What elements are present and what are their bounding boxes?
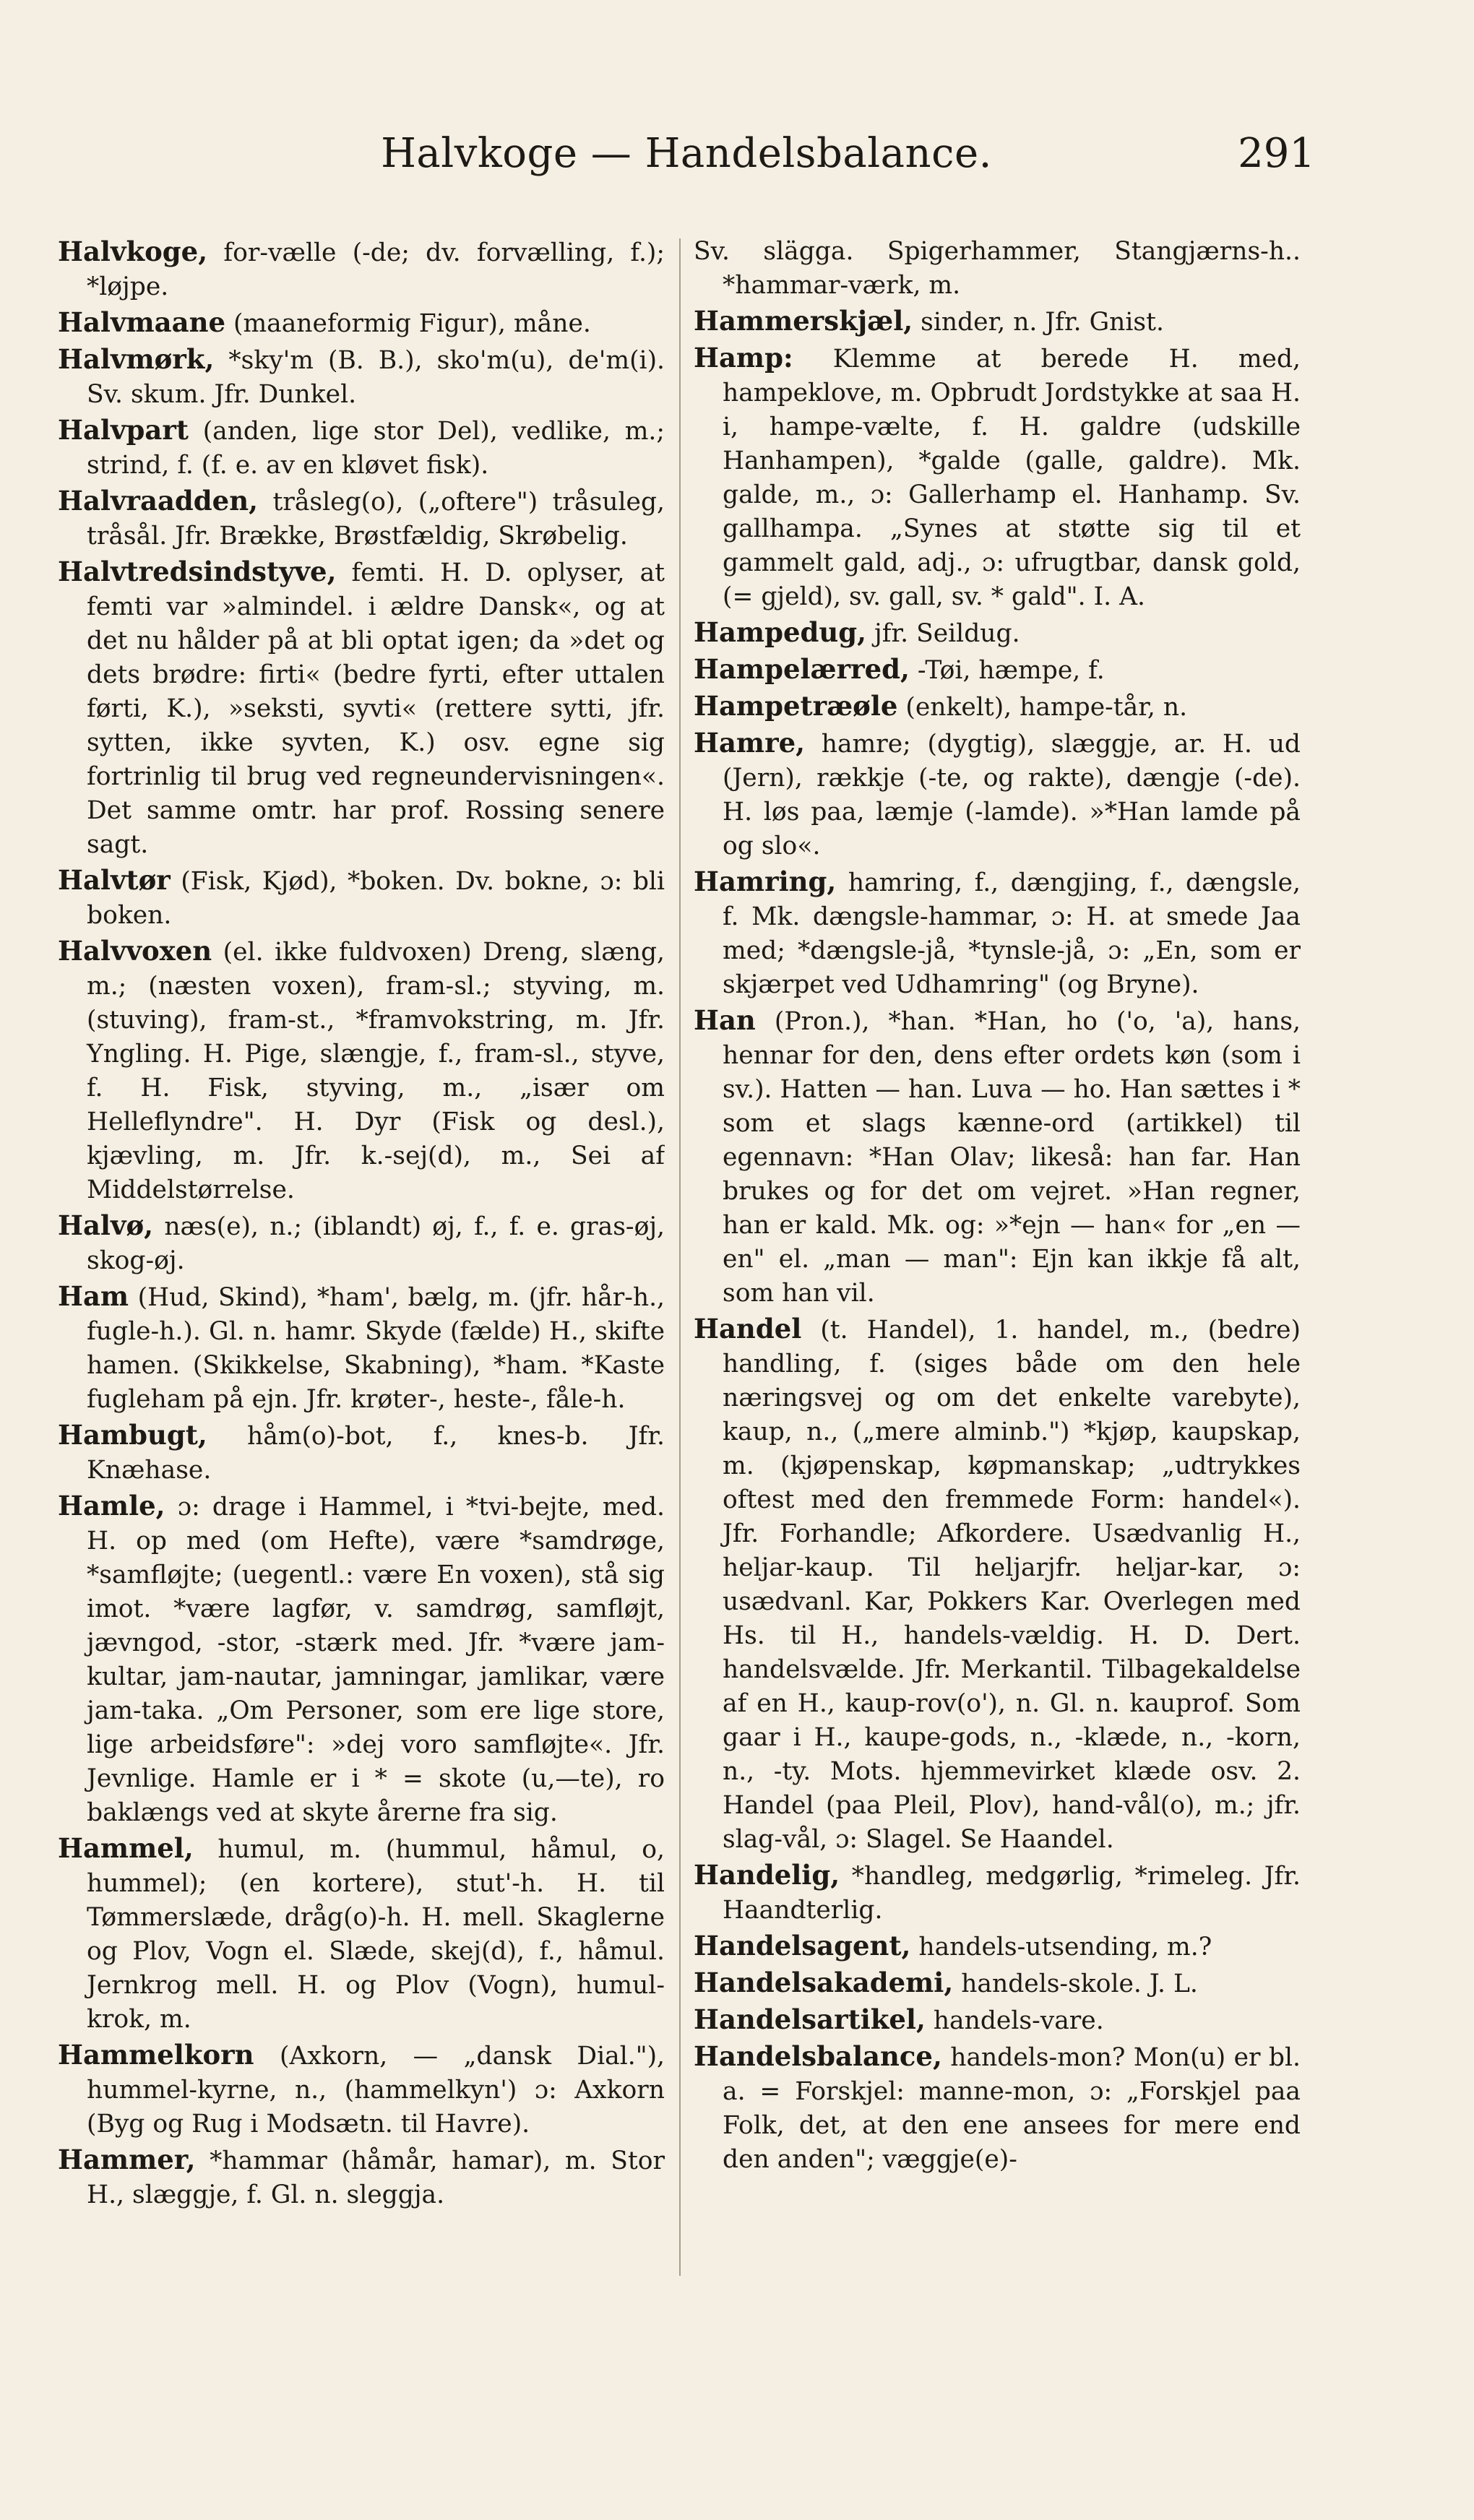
definition-text: *handleg, medgørlig, *rimeleg. Jfr. Haandterlig. — [723, 1862, 1301, 1925]
dictionary-entry — [694, 1929, 1301, 1964]
headword: Halvmørk, — [58, 343, 215, 375]
definition-text: (Axkorn, — „dansk Dial."), hummel-kyrne, n., (hammelkyn') ɔ: Axkorn (Byg og Rug i Modsætn. til Havre). — [87, 2042, 665, 2139]
dictionary-entry — [694, 689, 1301, 725]
definition-text: *sky'm (B. B.), sko'm(u), de'm(i). Sv. skum. Jfr. Dunkel. — [87, 346, 665, 409]
definition-text: (maaneformig Figur), måne. — [233, 309, 591, 338]
definition-text: handels-mon? Mon(u) er bl. a. = Forskjel: manne-mon, ɔ: „Forskjel paa Folk, det, at den ene ansees for mere end den anden"; væggje(e)- — [723, 2043, 1301, 2174]
headword: Hamp: — [694, 342, 793, 374]
dictionary-entry — [58, 934, 665, 1207]
definition-text: hamring, f., dængjing, f., dængsle, f. Mk. dængsle-hammar, ɔ: H. at smede Jaa med; *dængsle-jå, *tynsle-jå, ɔ: „En, som er skjærpet ved Udhamring" (og Bryne). — [723, 868, 1301, 999]
headword: Halvpart — [58, 414, 189, 446]
definition-text: tråsleg(o), („oftere") tråsuleg, tråsål. Jfr. Brække, Brøstfældig, Skrøbelig. — [87, 488, 665, 551]
dictionary-entry — [58, 1280, 665, 1417]
headword: Halvvoxen — [58, 935, 212, 967]
dictionary-entry — [694, 2040, 1301, 2177]
definition-text: (enkelt), hampe-tår, n. — [905, 693, 1188, 722]
dictionary-entry — [694, 2003, 1301, 2038]
headword: Hammelkorn — [58, 2039, 254, 2071]
definition-text: -Tøi, hæmpe, f. — [917, 656, 1105, 685]
dictionary-entry — [694, 341, 1301, 614]
dictionary-entry — [58, 2038, 665, 2141]
dictionary-entry — [58, 555, 665, 862]
definition-text: handels-skole. J. L. — [961, 1969, 1198, 1998]
column-divider — [679, 238, 681, 2276]
dictionary-entry — [58, 2143, 665, 2212]
dictionary-entry — [694, 1966, 1301, 2001]
headword: Handelsakademi, — [694, 1967, 954, 1998]
dictionary-entry — [694, 652, 1301, 688]
dictionary-entry — [694, 235, 1301, 303]
dictionary-entry — [694, 616, 1301, 651]
headword: Handelsbalance, — [694, 2040, 942, 2072]
headword: Hampelærred, — [694, 653, 910, 685]
dictionary-entry — [58, 863, 665, 933]
headword: Halvø, — [58, 1209, 154, 1241]
definition-text: handels-utsending, m.? — [918, 1933, 1212, 1962]
headword: Hamle, — [58, 1490, 165, 1522]
headword: Halvkoge, — [58, 236, 208, 267]
left-column — [58, 235, 665, 2503]
definition-text: (t. Handel), 1. handel, m., (bedre) handling, f. (siges både om den hele næringsvej og om det enkelte varebyte), kaup, n., („mere alminb.") *kjøp, kaupskap, m. (kjøpenskap, køpmanskap; „udtrykkes oftest med den fremmede Form: handel«). Jfr. Forhandle; Afkordere. Usædvanlig H., heljar-kaup. Til heljarjfr. heljar-kar, ɔ: usædvanl. Kar, Pokkers Kar. Overlegen med Hs. til H., handels-vældig. H. D. Dert. handelsvælde. Jfr. Merkantil. Tilbagekaldelse af en H., kaup-rov(o'), n. Gl. n. kauprof. Som gaar i H., kaupe-gods, n., -klæde, n., -korn, n., -ty. Mots. hjemmevirket klæde osv. 2. Handel (paa Pleil, Plov), hand-vål(o), m.; jfr. slag-vål, ɔ: Slagel. Se Haandel. — [723, 1316, 1301, 1854]
definition-text: femti. H. D. oplyser, at femti var »almindel. i ældre Dansk«, og at det nu hålder på at bli optat igen; da »det og dets brødre: firti« (bedre fyrti, efter uttalen førti, K.), »seksti, syvti« (rettere sytti, jfr. sytten, ikke syvten, K.) osv. egne sig fortrinlig til brug ved regneundervisningen«. Det samme omtr. har prof. Rossing senere sagt. — [87, 558, 665, 859]
definition-text: ɔ: drage i Hammel, i *tvi-bejte, med. H. op med (om Hefte), være *samdrøge, *samfløjte; (uegentl.: være En voxen), stå sig imot. *være lagfør, v. samdrøg, samfløjt, jævngod, -stor, -stærk med. Jfr. *være jam-kultar, jam-nautar, jamningar, jamlikar, være jam-taka. „Om Personer, som ere lige store, lige arbeidsføre": »dej voro samfløjte«. Jfr. Jevnlige. Hamle er i * = skote (u,—te), ro baklængs ved at skyte årerne fra sig. — [87, 1493, 665, 1827]
definition-text: handels-vare. — [933, 2006, 1104, 2035]
page-header — [58, 108, 1315, 195]
definition-text: humul, m. (hummul, håmul, o, hummel); (en kortere), stut'-h. H. til Tømmerslæde, dråg(o)-h. H. mell. Skaglerne og Plov, Vogn el. Slæde, skej(d), f., håmul. Jernkrog mell. H. og Plov (Vogn), humul-krok, m. — [87, 1835, 665, 2034]
definition-text: (el. ikke fuldvoxen) Dreng, slæng, m.; (næsten voxen), fram-sl.; styving, m. (stuving), fram-st., *framvokstring, m. Jfr. Yngling. H. Pige, slængje, f., fram-sl., styve, f. H. Fisk, styving, m., „især om Helleflyndre". H. Dyr (Fisk og desl.), kjævling, m. Jfr. k.-sej(d), m., Sei af Middelstørrelse. — [87, 938, 665, 1204]
definition-text: (Hud, Skind), *ham', bælg, m. (jfr. hår-h., fugle-h.). Gl. n. hamr. Skyde (fælde) H., skifte hamen. (Skikkelse, Skabning), *ham. *Kaste fugleham på ejn. Jfr. krøter-, heste-, fåle-h. — [87, 1283, 665, 1414]
definition-text: (anden, lige stor Del), vedlike, m.; strind, f. (f. e. av en kløvet fisk). — [87, 417, 665, 480]
dictionary-entry — [694, 1312, 1301, 1857]
definition-text: sinder, n. Jfr. Gnist. — [921, 308, 1164, 337]
headword: Halvmaane — [58, 306, 226, 338]
dictionary-entry — [58, 413, 665, 483]
running-title: Halvkoge — Handelsbalance. — [381, 130, 992, 177]
dictionary-entry — [694, 1858, 1301, 1928]
dictionary-entry — [58, 1418, 665, 1488]
headword: Hammel, — [58, 1832, 194, 1864]
definition-text: jfr. Seildug. — [874, 619, 1020, 648]
dictionary-entry — [694, 726, 1301, 863]
dictionary-entry — [58, 484, 665, 553]
definition-text: *hammar (håmår, hamar), m. Stor H., slæggje, f. Gl. n. sleggja. — [87, 2146, 665, 2209]
headword: Handelsagent, — [694, 1930, 911, 1962]
definition-text: for-vælle (-de; dv. forvælling, f.); *løjpe. — [87, 238, 665, 301]
headword: Hampedug, — [694, 616, 867, 648]
definition-text: Klemme at berede H. med, hampeklove, m. Opbrudt Jordstykke at saa H. i, hampe-vælte, f. H. galdre (udskille Hanhampen), *galde (galle, galdre). Mk. galde, m., ɔ: Gallerhamp el. Hanhamp. Sv. gallhampa. „Synes at støtte sig til et gammelt gald, adj., ɔ: ufrugtbar, dansk gold, (= gjeld), sv. gall, sv. * gald". I. A. — [723, 345, 1301, 611]
headword: Handelig, — [694, 1859, 840, 1891]
right-column — [694, 235, 1301, 2503]
dictionary-entry — [58, 342, 665, 412]
headword: Hamre, — [694, 727, 805, 759]
definition-text: (Fisk, Kjød), *boken. Dv. bokne, ɔ: bli boken. — [87, 867, 665, 930]
dictionary-entry — [58, 1831, 665, 2037]
headword: Halvraadden, — [58, 485, 258, 517]
headword: Hambugt, — [58, 1419, 207, 1451]
dictionary-entry — [58, 1489, 665, 1830]
headword: Halvtredsindstyve, — [58, 556, 337, 587]
dictionary-entry — [58, 1209, 665, 1278]
page-number: 291 — [1238, 130, 1315, 177]
headword: Handelsartikel, — [694, 2003, 926, 2035]
dictionary-entry — [694, 865, 1301, 1002]
definition-text: (Pron.), *han. *Han, ho ('o, 'a), hans, hennar for den, dens efter ordets køn (som i sv.). Hatten — han. Luva — ho. Han sættes i * som et slags kænne-ord (artikkel) til egennavn: *Han Olav; likeså: han far. Han brukes og for det om vejret. »Han regner, han er kald. Mk. og: »*ejn — han« for „en — en" el. „man — man": Ejn kan ikkje få alt, som han vil. — [723, 1007, 1301, 1308]
headword: Hammerskjæl, — [694, 305, 913, 337]
definition-text: hamre; (dygtig), slæggje, ar. H. ud (Jern), rækkje (-te, og rakte), dængje (-de). H. løs paa, læmje (-lamde). »*Han lamde på og slo«. — [723, 730, 1301, 860]
headword: Hammer, — [58, 2144, 196, 2175]
headword: Han — [694, 1004, 756, 1036]
dictionary-entry — [694, 304, 1301, 340]
headword: Handel — [694, 1313, 802, 1345]
definition-text: håm(o)-bot, f., knes-b. Jfr. Knæhase. — [87, 1422, 665, 1485]
headword: Hamring, — [694, 866, 837, 897]
definition-text: næs(e), n.; (iblandt) øj, f., f. e. gras-øj, skog-øj. — [87, 1212, 665, 1275]
dictionary-entry — [58, 306, 665, 341]
headword: Hampetræøle — [694, 690, 898, 722]
definition-text: Sv. slägga. Spigerhammer, Stangjærns-h.. *hammar-værk, m. — [694, 237, 1301, 300]
dictionary-entry — [694, 1004, 1301, 1311]
headword: Halvtør — [58, 864, 171, 896]
headword: Ham — [58, 1280, 129, 1312]
dictionary-entry — [58, 235, 665, 304]
